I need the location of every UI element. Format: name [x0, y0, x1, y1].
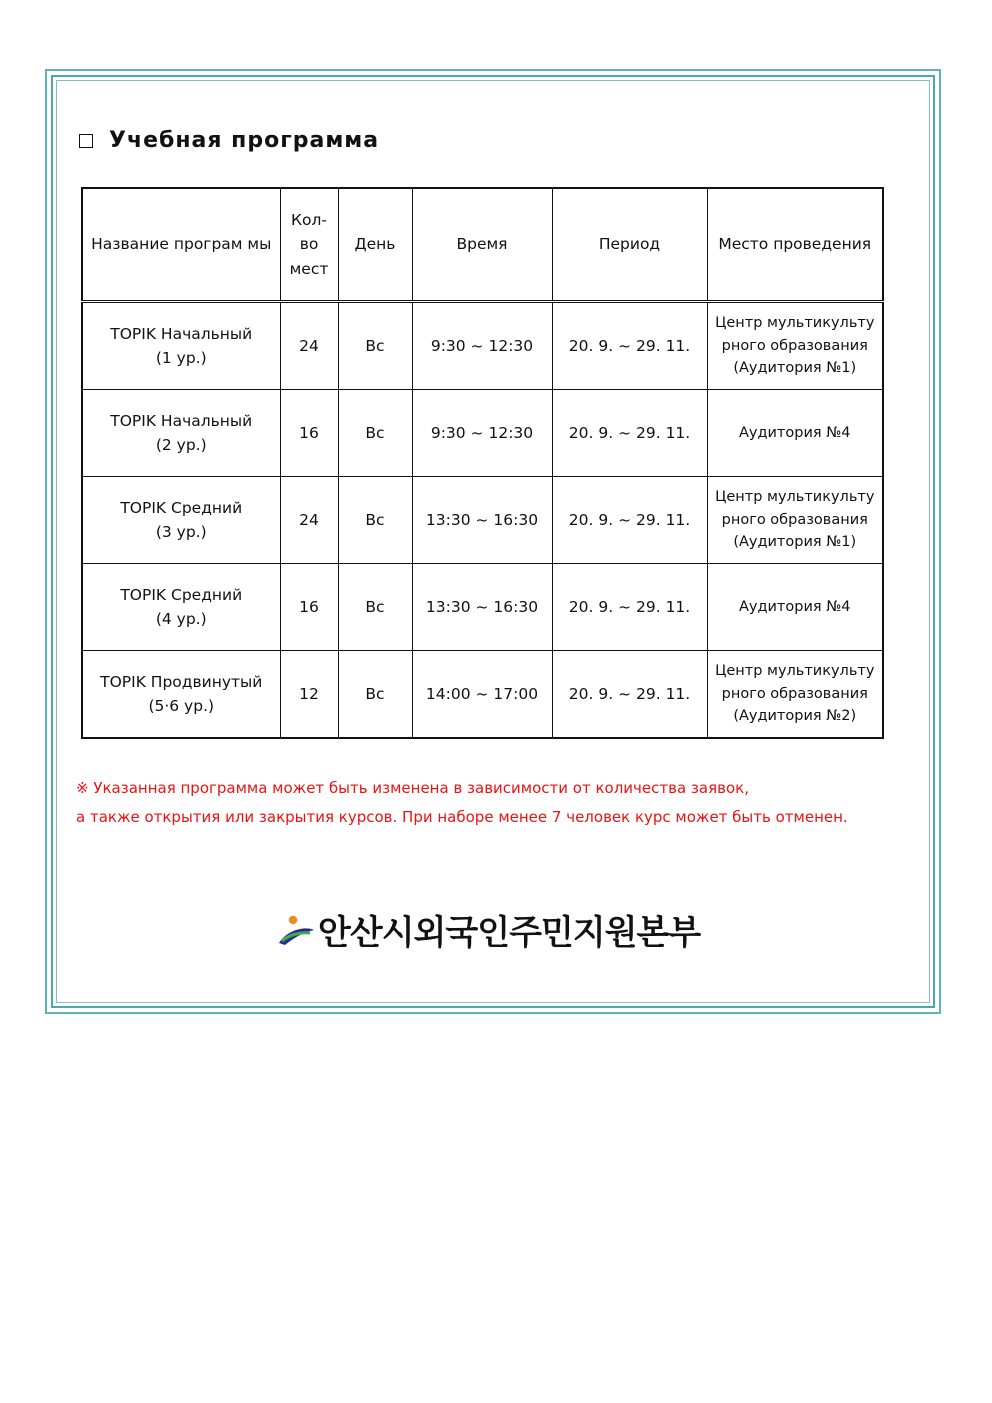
cell-seats: 24 — [280, 302, 338, 390]
cell-seats: 12 — [280, 651, 338, 739]
cell-place — [707, 651, 883, 739]
cell-period: 20. 9. ~ 29. 11. — [552, 477, 707, 564]
agency-name: 안산시외국인주민지원본부 — [318, 913, 701, 953]
notice-line: ※ Указанная программа может быть изменена в зависимости от количества заявок, — [76, 779, 749, 797]
cell-place — [707, 302, 883, 390]
place-line: Центр мультикульту — [715, 663, 875, 680]
cell-day: Вс — [338, 390, 412, 477]
section-heading — [79, 128, 379, 153]
schedule-table — [81, 187, 884, 739]
cell-period: 20. 9. ~ 29. 11. — [552, 390, 707, 477]
table-row — [82, 564, 883, 651]
cell-time: 14:00 ~ 17:00 — [412, 651, 552, 739]
table-row — [82, 302, 883, 390]
cell-program-name — [82, 390, 280, 477]
program-level-line: (1 ур.) — [155, 349, 207, 367]
header-place: Место проведения — [707, 188, 883, 302]
header-time: Время — [412, 188, 552, 302]
program-level-line: (4 ур.) — [155, 610, 207, 628]
cell-day: Вс — [338, 651, 412, 739]
cell-seats: 16 — [280, 390, 338, 477]
place-line: (Аудитория №1) — [733, 534, 857, 551]
cell-place — [707, 564, 883, 651]
cell-program-name — [82, 651, 280, 739]
cell-program-name — [82, 302, 280, 390]
program-level-line: (5·6 ур.) — [148, 697, 215, 715]
place-line: рного образования — [721, 337, 868, 354]
cell-seats: 24 — [280, 477, 338, 564]
program-name-line: TOPIK Начальный — [110, 324, 253, 343]
cell-place — [707, 390, 883, 477]
section-title: Учебная программа — [109, 128, 380, 153]
cell-day: Вс — [338, 477, 412, 564]
cell-period: 20. 9. ~ 29. 11. — [552, 564, 707, 651]
checkbox-square-icon — [79, 134, 93, 148]
place-line: Аудитория №4 — [738, 598, 851, 615]
cell-time: 9:30 ~ 12:30 — [412, 302, 552, 390]
cell-seats: 16 — [280, 564, 338, 651]
program-level-line: (2 ур.) — [155, 436, 207, 454]
cell-place — [707, 477, 883, 564]
cell-program-name — [82, 477, 280, 564]
cell-period: 20. 9. ~ 29. 11. — [552, 302, 707, 390]
program-name-line: TOPIK Продвинутый — [100, 672, 263, 691]
header-seats: Кол-во мест — [280, 188, 338, 302]
cell-period: 20. 9. ~ 29. 11. — [552, 651, 707, 739]
table-row — [82, 651, 883, 739]
table-row — [82, 390, 883, 477]
cell-program-name — [82, 564, 280, 651]
table-row — [82, 477, 883, 564]
notice-line: а также открытия или закрытия курсов. При наборе менее 7 человек курс может быть отменен. — [76, 808, 848, 826]
place-line: Центр мультикульту — [715, 315, 875, 332]
cell-day: Вс — [338, 302, 412, 390]
program-name-line: TOPIK Средний — [120, 585, 243, 604]
header-period: Период — [552, 188, 707, 302]
place-line: Центр мультикульту — [715, 489, 875, 506]
program-name-line: TOPIK Начальный — [110, 411, 253, 430]
place-line: рного образования — [721, 511, 868, 528]
cell-time: 13:30 ~ 16:30 — [412, 564, 552, 651]
place-line: (Аудитория №2) — [733, 708, 857, 725]
program-name-line: TOPIK Средний — [120, 498, 243, 517]
agency-logo-icon — [276, 910, 316, 950]
notice — [76, 774, 848, 832]
cell-time: 9:30 ~ 12:30 — [412, 390, 552, 477]
place-line: рного образования — [721, 685, 868, 702]
place-line: Аудитория №4 — [738, 424, 851, 441]
agency-logo — [276, 905, 700, 954]
program-level-line: (3 ур.) — [155, 523, 207, 541]
table-header-row — [82, 188, 883, 302]
header-program-name: Название програм мы — [82, 188, 280, 302]
cell-day: Вс — [338, 564, 412, 651]
place-line: (Аудитория №1) — [733, 360, 857, 377]
header-day: День — [338, 188, 412, 302]
cell-time: 13:30 ~ 16:30 — [412, 477, 552, 564]
